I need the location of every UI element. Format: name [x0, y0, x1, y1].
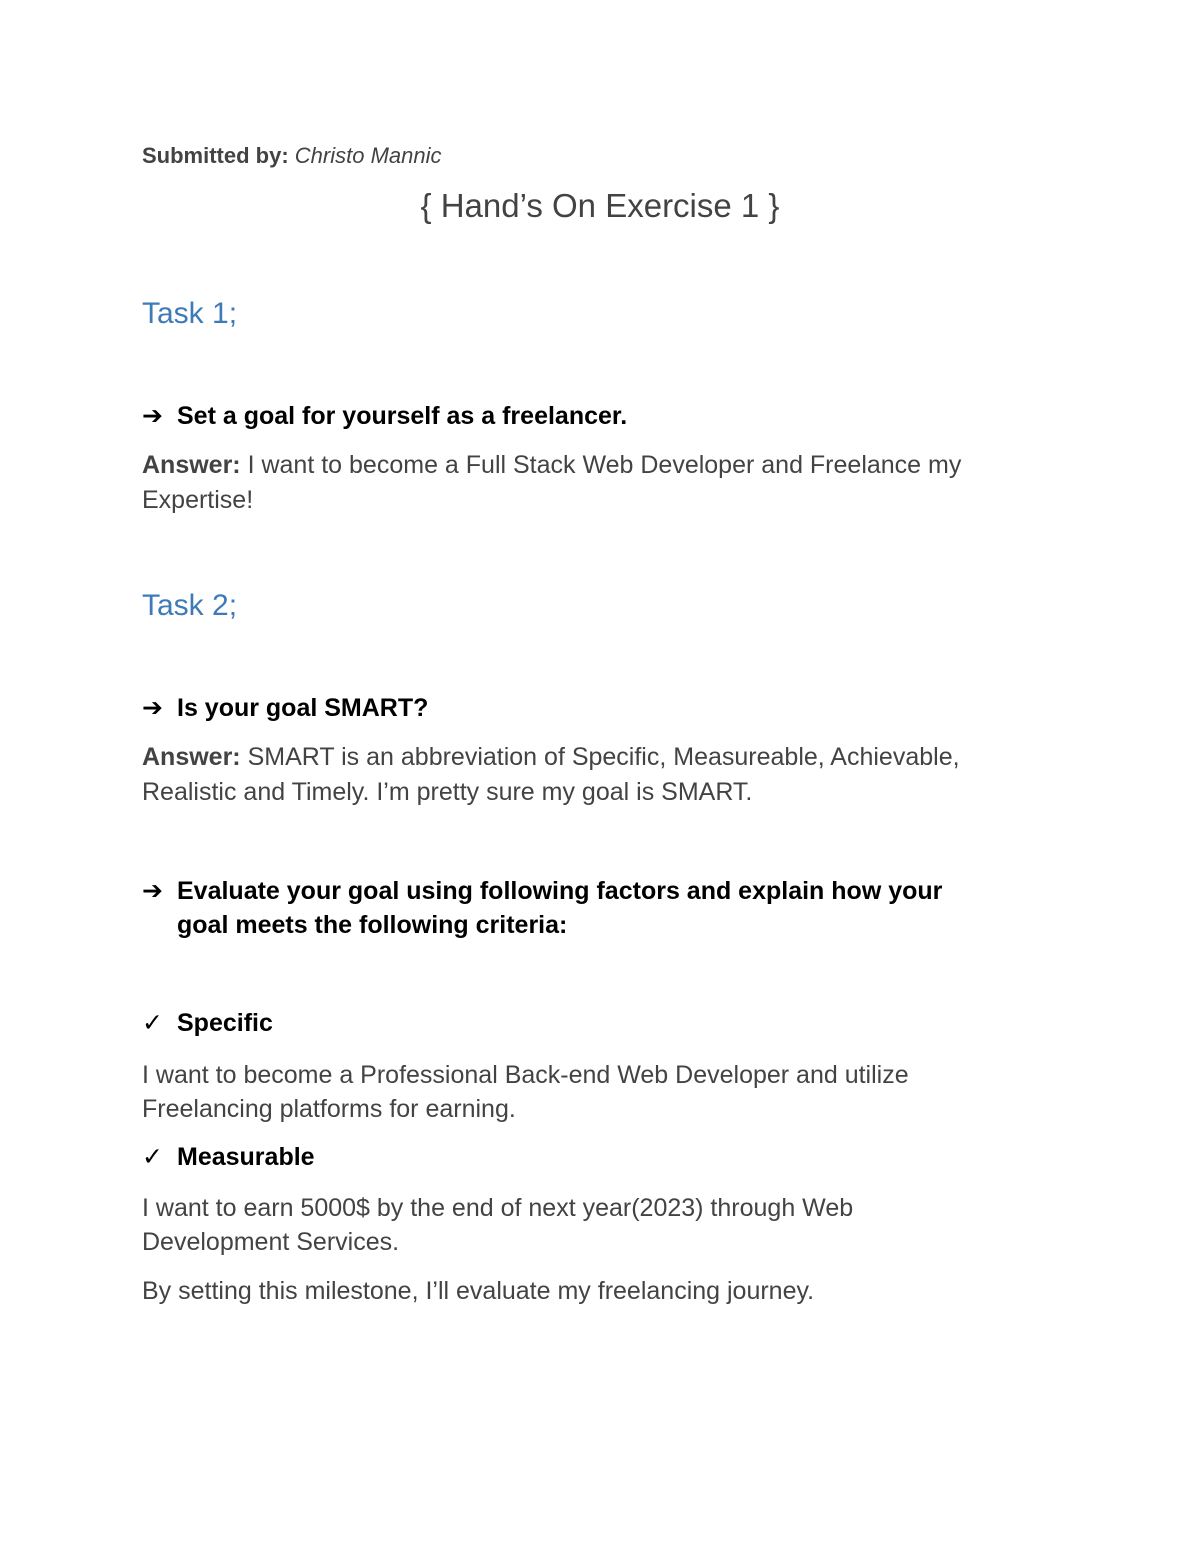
criterion-specific-text: [142, 1058, 909, 1126]
criterion-measurable-text-2: By setting this milestone, I’ll evaluate my freelancing journey.: [142, 1277, 815, 1305]
submitted-by-label: Submitted by:: [142, 143, 289, 168]
task-1-prompt-text: Set a goal for yourself as a freelancer.: [177, 402, 628, 430]
criterion-measurable-label: Measurable: [177, 1143, 315, 1171]
criterion-specific: [142, 1006, 273, 1040]
task-1-answer-line-1: I want to become a Full Stack Web Developer and Freelance my: [240, 451, 962, 479]
task-1-answer: [142, 448, 961, 518]
task-1-prompt: [142, 399, 627, 433]
right-arrow-icon: ➔: [142, 877, 163, 905]
task-1-answer-label: Answer:: [142, 451, 241, 479]
right-arrow-icon: ➔: [142, 694, 163, 722]
task-2-prompt-2-line-2: goal meets the following criteria:: [177, 911, 568, 939]
task-2-prompt-2-line-1: Evaluate your goal using following factors and explain how your: [177, 877, 943, 905]
criterion-measurable-text-line-2: Development Services.: [142, 1228, 400, 1256]
task-2-answer: [142, 740, 960, 810]
criterion-measurable-text: [142, 1191, 853, 1259]
task-2-prompt-1-text: Is your goal SMART?: [177, 694, 429, 722]
document-title: { Hand’s On Exercise 1 }: [420, 187, 780, 224]
criterion-specific-text-line-2: Freelancing platforms for earning.: [142, 1095, 516, 1123]
check-mark-icon: ✓: [142, 1009, 163, 1037]
task-2-answer-line-1: SMART is an abbreviation of Specific, Measureable, Achievable,: [240, 743, 960, 771]
criterion-measurable-text-line-1: I want to earn 5000$ by the end of next year(2023) through Web: [142, 1194, 854, 1222]
task-1-heading: Task 1;: [142, 297, 238, 330]
submitter-name: Christo Mannic: [294, 143, 442, 168]
criterion-specific-label: Specific: [177, 1009, 273, 1037]
check-mark-icon: ✓: [142, 1143, 163, 1171]
submitted-by: [142, 143, 442, 169]
criterion-specific-text-line-1: I want to become a Professional Back-end Web Developer and utilize: [142, 1061, 909, 1089]
task-1-answer-line-2: Expertise!: [142, 486, 254, 514]
criterion-measurable: [142, 1140, 315, 1174]
task-2-heading: Task 2;: [142, 589, 238, 622]
right-arrow-icon: ➔: [142, 402, 163, 430]
task-2-answer-line-2: Realistic and Timely. I’m pretty sure my goal is SMART.: [142, 778, 753, 806]
task-2-prompt-1: [142, 691, 428, 725]
task-2-prompt-2: [142, 874, 942, 942]
task-2-answer-label: Answer:: [142, 743, 241, 771]
